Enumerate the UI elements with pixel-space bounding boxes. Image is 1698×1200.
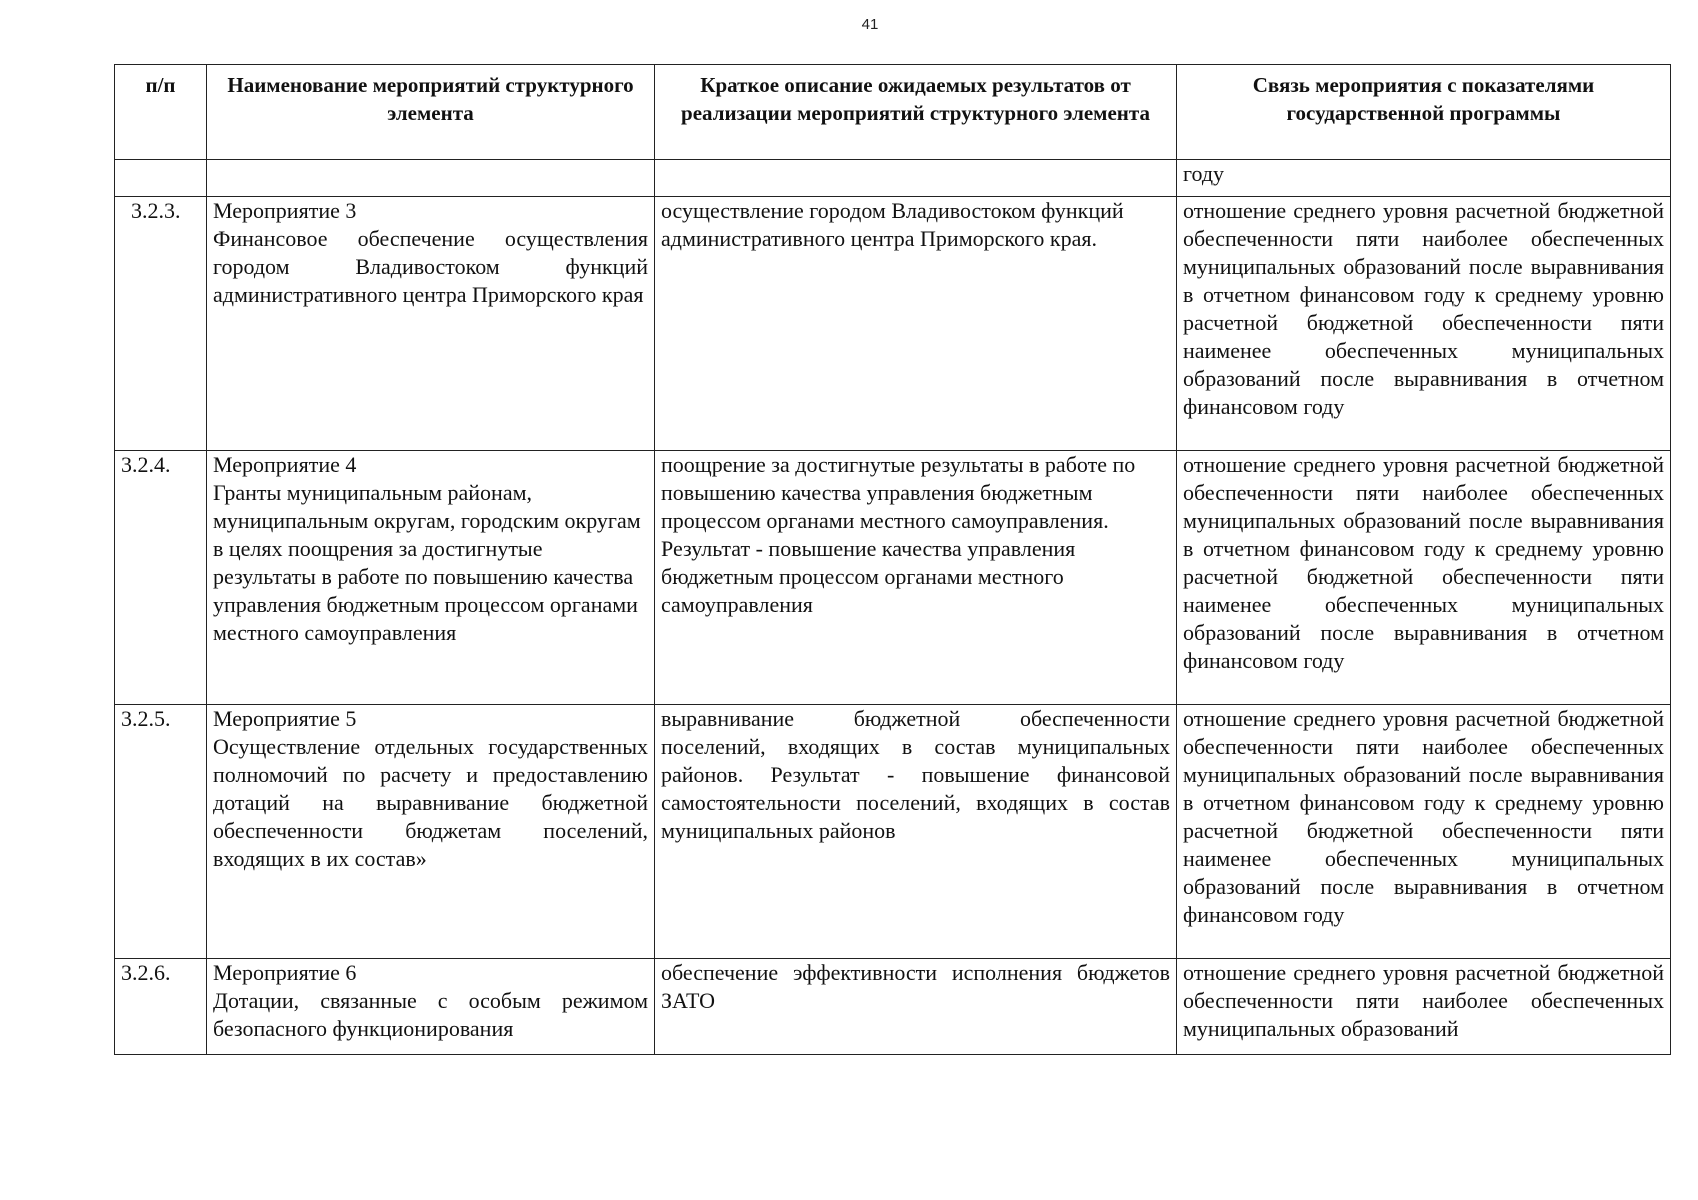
measure-name: Гранты муниципальным районам, муниципальным округам, городским округам в целях поощрения за достигнутые результаты в работе по повышению качества управления бюджетным процессом органами местного самоуправления — [213, 480, 641, 645]
cell-number: 3.2.5. — [115, 705, 207, 959]
table-header-row — [115, 65, 1671, 160]
measures-table — [114, 64, 1671, 1055]
table-row-continuation — [115, 160, 1671, 197]
cell-measure — [207, 705, 655, 959]
cell-number: 3.2.6. — [115, 959, 207, 1055]
cell-indicator-link: отношение среднего уровня расчетной бюджетной обеспеченности пяти наиболее обеспеченных муниципальных образований — [1177, 959, 1671, 1055]
header-program-indicators: Связь мероприятия с показателями государственной программы — [1177, 65, 1671, 160]
cell-expected-result: выравнивание бюджетной обеспеченности поселений, входящих в состав муниципальных районов. Результат - повышение финансовой самостоятельности поселений, входящих в состав муниципальных районов — [655, 705, 1177, 959]
measure-title: Мероприятие 5 — [213, 706, 357, 731]
cell-measure — [207, 451, 655, 705]
cell-indicator-link: отношение среднего уровня расчетной бюджетной обеспеченности пяти наиболее обеспеченных муниципальных образований после выравнивания в отчетном финансовом году к среднему уровню расчетной бюджетной обеспеченности пяти наименее обеспеченных муниципальных образований после выравнивания в отчетном финансовом году — [1177, 705, 1671, 959]
cell-expected-result: осуществление городом Владивостоком функций административного центра Приморского края. — [655, 197, 1177, 451]
table-row — [115, 959, 1671, 1055]
measure-name: Финансовое обеспечение осуществления городом Владивостоком функций административного центра Приморского края — [213, 226, 648, 307]
cell-number: 3.2.3. — [115, 197, 207, 451]
cell-indicator-link: отношение среднего уровня расчетной бюджетной обеспеченности пяти наиболее обеспеченных муниципальных образований после выравнивания в отчетном финансовом году к среднему уровню расчетной бюджетной обеспеченности пяти наименее обеспеченных муниципальных образований после выравнивания в отчетном финансовом году — [1177, 197, 1671, 451]
cell-expected-result: поощрение за достигнутые результаты в работе по повышению качества управления бюджетным процессом органами местного самоуправления. Результат - повышение качества управления бюджетным процессом органами местного самоуправления — [655, 451, 1177, 705]
page-number: 41 — [861, 16, 879, 33]
table-row — [115, 451, 1671, 705]
cell-measure — [207, 197, 655, 451]
header-measure-name: Наименование мероприятий структурного элемента — [207, 65, 655, 160]
measure-name: Дотации, связанные с особым режимом безопасного функционирования — [213, 988, 648, 1041]
table-row — [115, 705, 1671, 959]
cell-indicator-link: отношение среднего уровня расчетной бюджетной обеспеченности пяти наиболее обеспеченных муниципальных образований после выравнивания в отчетном финансовом году к среднему уровню расчетной бюджетной обеспеченности пяти наименее обеспеченных муниципальных образований после выравнивания в отчетном финансовом году — [1177, 451, 1671, 705]
header-expected-results: Краткое описание ожидаемых результатов от реализации мероприятий структурного элемента — [655, 65, 1177, 160]
table-row — [115, 197, 1671, 451]
cell-number: 3.2.4. — [115, 451, 207, 705]
cell-expected-result: обеспечение эффективности исполнения бюджетов ЗАТО — [655, 959, 1177, 1055]
measure-title: Мероприятие 4 — [213, 452, 357, 477]
header-number: п/п — [115, 65, 207, 160]
measure-title: Мероприятие 3 — [213, 198, 357, 223]
measure-title: Мероприятие 6 — [213, 960, 357, 985]
measure-name: Осуществление отдельных государственных полномочий по расчету и предоставлению дотаций на выравнивание бюджетной обеспеченности бюджетам поселений, входящих в их состав» — [213, 734, 648, 871]
cell-indicator-link: году — [1177, 160, 1671, 197]
cell-measure — [207, 959, 655, 1055]
